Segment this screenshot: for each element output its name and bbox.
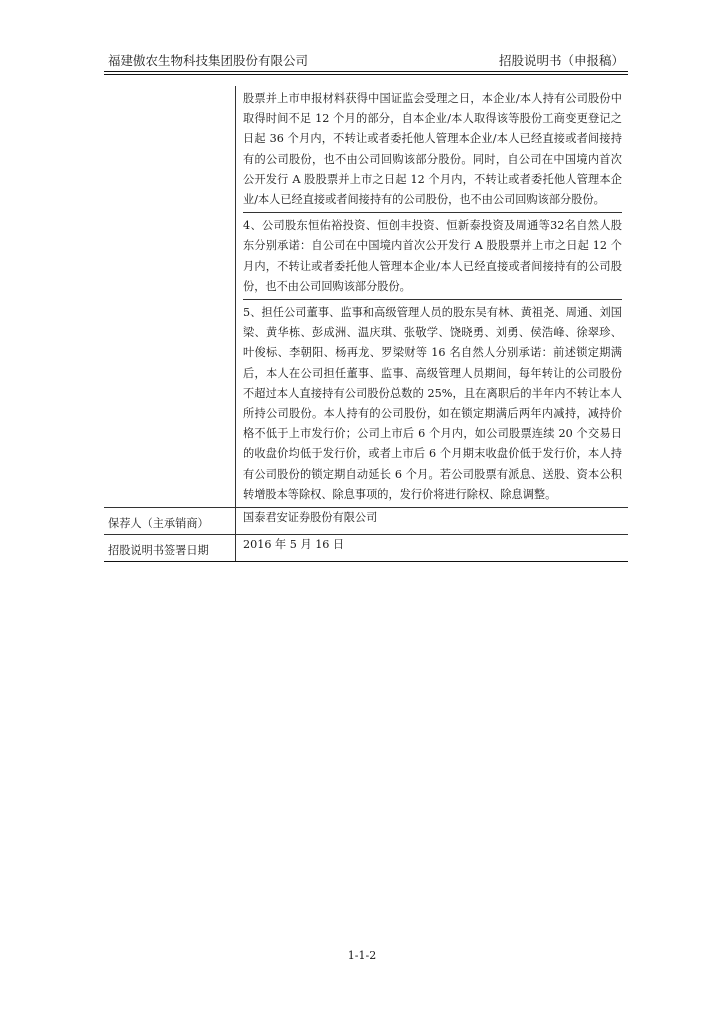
page-number: 1-1-2: [347, 949, 377, 962]
table-row: [104, 535, 628, 562]
signing-date-label: 招股说明书签署日期: [104, 535, 236, 562]
header-document-title: 招股说明书（申报稿）: [498, 53, 624, 68]
commitment-paragraph-continued: 股票并上市申报材料获得中国证监会受理之日，本企业/本人持有公司股份中取得时间不足 12 个月的部分，自本企业/本人取得该等股份工商变更登记之日起 36 个月内，不转让或者委托他人管理本企业/本人已经直接或者间接持有的公司股份，也不由公司回购该部分股份。同时，自公司在中国境内首次公开发行 A 股股票并上市之日起 12 个月内，不转让或者委托他人管理本企业/本人已经直接或者间接持有的公司股份，也不由公司回购该部分股份。: [243, 86, 622, 213]
sponsor-label: 保荐人（主承销商）: [104, 508, 236, 535]
table-row: [104, 86, 628, 508]
empty-label-cell: [104, 86, 236, 508]
sponsor-value: 国泰君安证券股份有限公司: [236, 508, 629, 535]
header-rule: [104, 71, 628, 72]
header-company-name: 福建傲农生物科技集团股份有限公司: [108, 53, 309, 68]
lockup-commitments-cell: [236, 86, 629, 508]
signing-date-value: 2016 年 5 月 16 日: [236, 535, 629, 562]
header-rule-thin: [104, 74, 628, 75]
commitment-paragraph-4: 4、公司股东恒佑裕投资、恒创丰投资、恒新泰投资及周通等32名自然人股东分别承诺：自公司在中国境内首次公开发行 A 股股票并上市之日起 12 个月内，不转让或者委托他人管理本企业/本人已经直接或者间接持有的公司股份，也不由公司回购该部分股份。: [243, 213, 622, 300]
prospectus-info-table: [104, 86, 628, 562]
table-row: [104, 508, 628, 535]
commitment-paragraph-5: 5、担任公司董事、监事和高级管理人员的股东吴有林、黄祖尧、周通、刘国梁、黄华栋、彭成洲、温庆琪、张敬学、饶晓勇、刘勇、侯浩峰、徐翠珍、叶俊标、李朝阳、杨再龙、罗梁财等 16 名自然人分别承诺：前述锁定期满后，本人在公司担任董事、监事、高级管理人员期间，每年转让的公司股份不超过本人直接持有公司股份总数的 25%，且在离职后的半年内不转让本人所持公司股份。本人持有的公司股份，如在锁定期满后两年内减持，减持价格不低于上市发行价；公司上市后 6 个月内，如公司股票连续 20 个交易日的收盘价均低于发行价，或者上市后 6 个月期末收盘价低于发行价，本人持有公司股份的锁定期自动延长 6 个月。若公司股票有派息、送股、资本公积转增股本等除权、除息事项的，发行价将进行除权、除息调整。: [243, 306, 622, 501]
page-header: [104, 52, 628, 70]
